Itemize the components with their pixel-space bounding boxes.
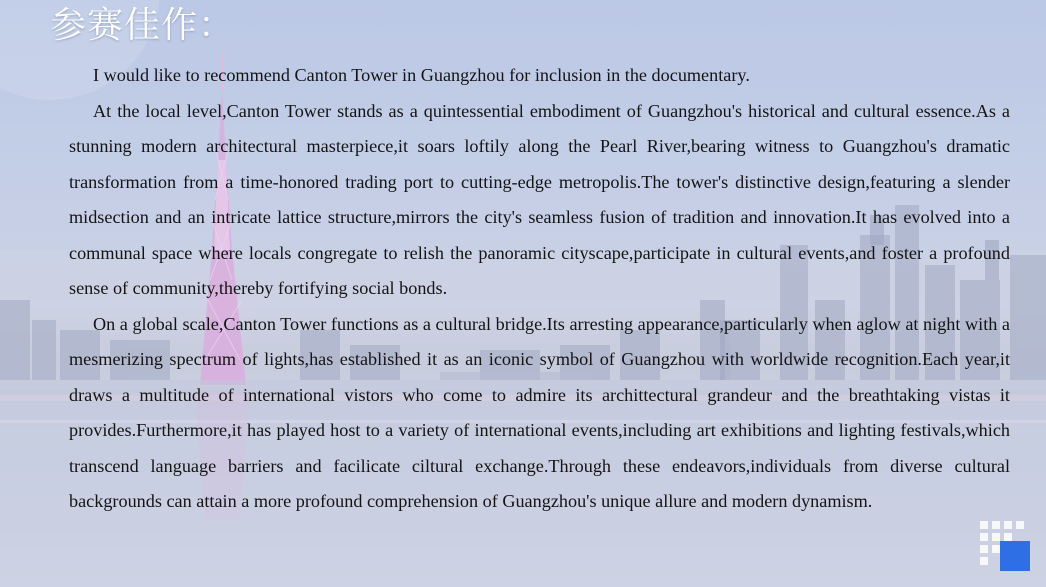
blue-square-decoration <box>1000 541 1030 571</box>
paragraph-global-scale: On a global scale,Canton Tower functions as a cultural bridge.Its arresting appearance,particularly when aglow at night with a mesmerizing spectrum of lights,has established it as an iconic symbol of Guangzhou with worldwide recognition.Each year,it draws a multitude of international vistors who come to admire its archittectural grandeur and the breathtaking vistas it provides.Furthermore,it has played host to a variety of international events,including art exhibitions and lighting festivals,which transcend language barriers and facilicate ciltural exchange.Through these endeavors,individuals from diverse cultural backgrounds can attain a more profound comprehension of Guangzhou's unique allure and modern dynamism. <box>69 313 1010 511</box>
paragraph-intro: I would like to recommend Canton Tower in Guangzhou for inclusion in the documentary. <box>93 65 750 85</box>
article-body <box>69 58 1010 520</box>
paragraph-local-level: At the local level,Canton Tower stands as a quintessential embodiment of Guangzhou's historical and cultural essence.As a stunning modern architectural masterpiece,it soars loftily along the Pearl River,bearing witness to Guangzhou's dramatic transformation from a time-honored trading port to cutting-edge metropolis.The tower's distinctive design,featuring a slender midsection and an intricate lattice structure,mirrors the city's seamless fusion of tradition and innovation.It has evolved into a communal space where locals congregate to relish the panoramic cityscape,participate in cultural events,and foster a profound sense of community,thereby fortifying social bonds. <box>69 100 1010 298</box>
page-title: 参赛佳作： <box>50 5 236 46</box>
